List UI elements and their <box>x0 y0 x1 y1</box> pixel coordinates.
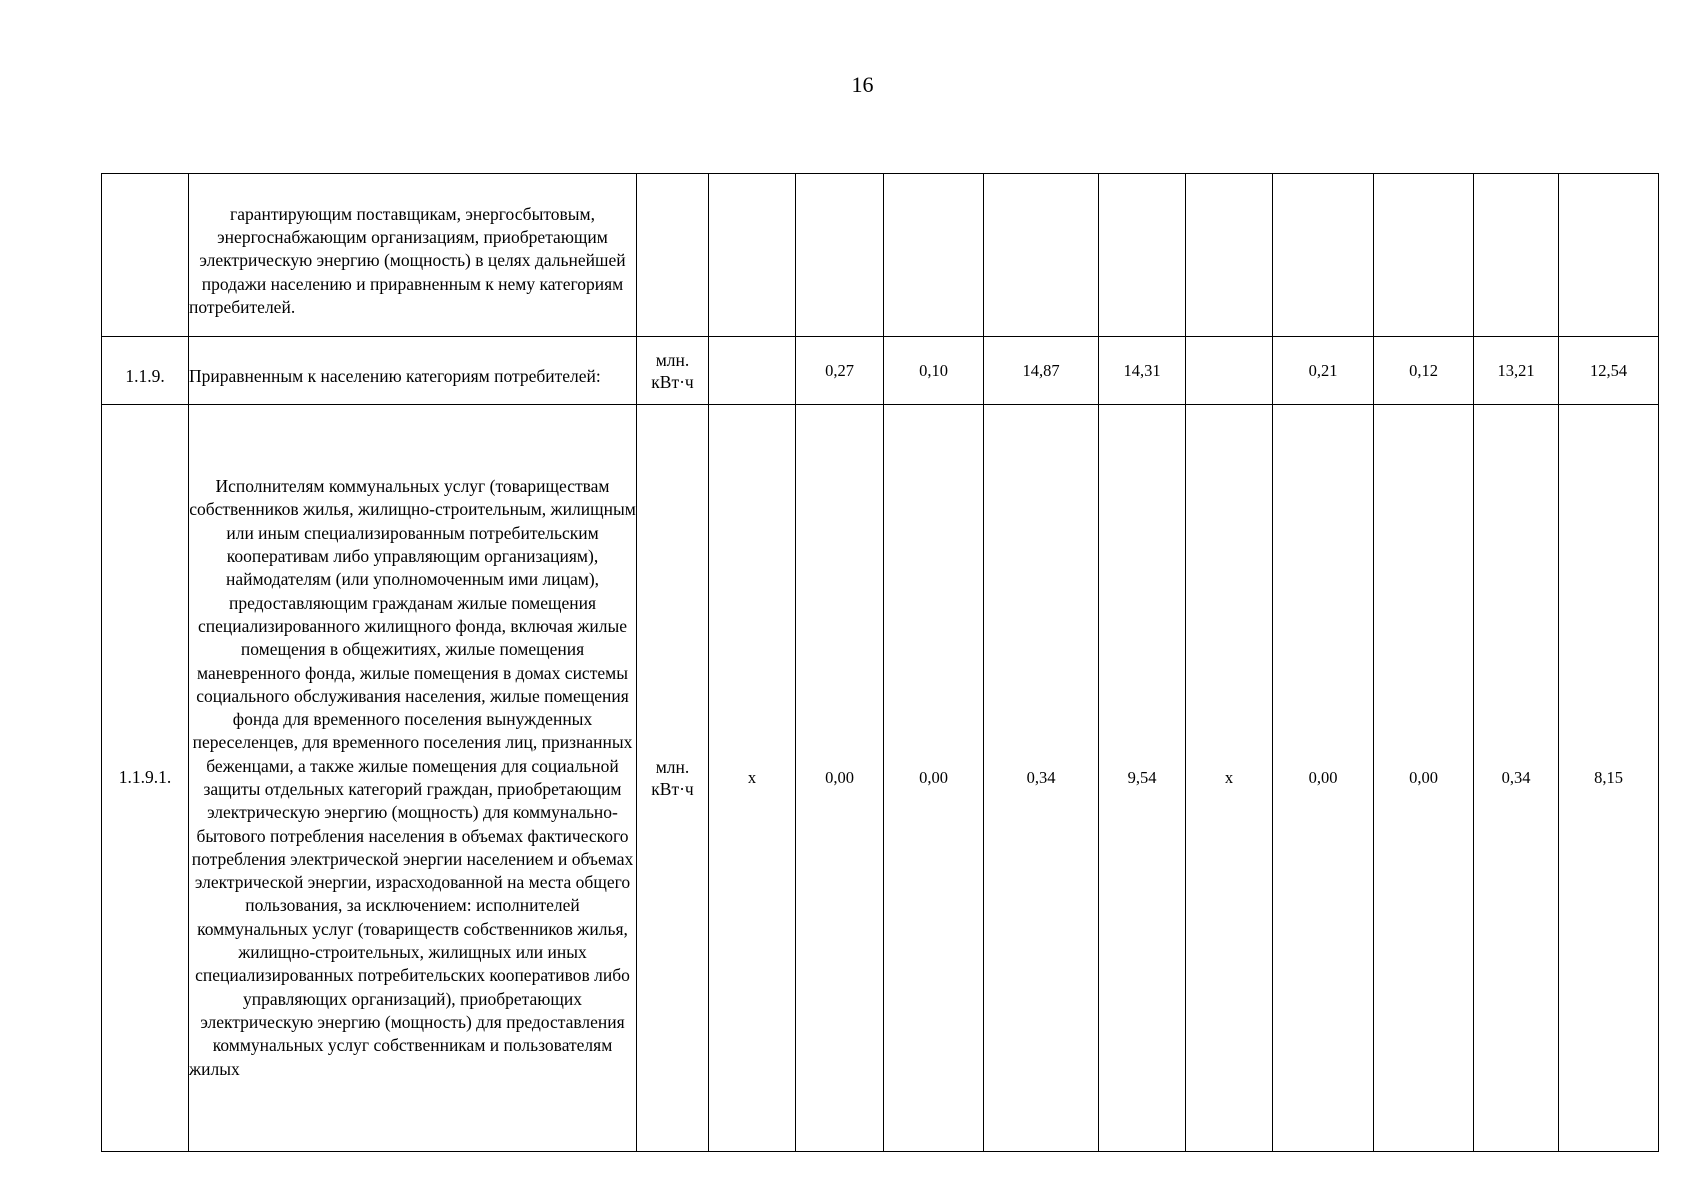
value-cell: 0,34 <box>1474 405 1559 1152</box>
row-number: 1.1.9.1. <box>102 405 189 1152</box>
row-unit <box>637 174 709 337</box>
value-cell <box>1099 174 1186 337</box>
value-cell: 0,00 <box>796 405 884 1152</box>
value-cell: 0,34 <box>984 405 1099 1152</box>
table-row <box>102 337 1659 405</box>
row-description: Приравненным к населению категориям потребителей: <box>189 337 637 405</box>
value-cell: 0,27 <box>796 337 884 405</box>
row-unit: млн. кВт·ч <box>637 405 709 1152</box>
value-cell <box>1559 174 1659 337</box>
value-cell: 0,12 <box>1374 337 1474 405</box>
row-number: 1.1.9. <box>102 337 189 405</box>
row-description: Исполнителям коммунальных услуг (товариществам собственников жилья, жилищно-строительным, жилищным или иным специализированным потребительским кооперативам либо управляющим организациям), наймодателям (или уполномоченным ими лицам), предоставляющим гражданам жилые помещения специализированного жилищного фонда, включая жилые помещения в общежитиях, жилые помещения маневренного фонда, жилые помещения в домах системы социального обслуживания населения, жилые помещения фонда для временного поселения вынужденных переселенцев, для временного поселения лиц, признанных беженцами, а также жилые помещения для социальной защиты отдельных категорий граждан, приобретающим электрическую энергию (мощность) для коммунально-бытового потребления населения в объемах фактического потребления электрической энергии населением и объемах электрической энергии, израсходованной на места общего пользования, за исключением: исполнителей коммунальных услуг (товариществ собственников жилья, жилищно-строительных, жилищных или иных специализированных потребительских кооперативов либо управляющих организаций), приобретающих электрическую энергию (мощность) для предоставления коммунальных услуг собственникам и пользователям жилых <box>189 405 637 1152</box>
value-cell <box>709 174 796 337</box>
value-cell: 0,00 <box>884 405 984 1152</box>
value-cell: 12,54 <box>1559 337 1659 405</box>
value-cell <box>984 174 1099 337</box>
page-number: 16 <box>851 72 874 97</box>
value-cell: 0,00 <box>1374 405 1474 1152</box>
value-cell: 9,54 <box>1099 405 1186 1152</box>
row-description: гарантирующим поставщикам, энергосбытовым, энергоснабжающим организациям, приобретающим электрическую энергию (мощность) в целях дальнейшей продажи населению и приравненным к нему категориям потребителей. <box>189 174 637 337</box>
value-cell: 0,10 <box>884 337 984 405</box>
value-cell: 14,31 <box>1099 337 1186 405</box>
value-cell: 0,21 <box>1273 337 1374 405</box>
row-unit: млн. кВт·ч <box>637 337 709 405</box>
value-cell: 14,87 <box>984 337 1099 405</box>
value-cell <box>1273 174 1374 337</box>
value-cell <box>1186 337 1273 405</box>
table-row <box>102 174 1659 337</box>
value-cell: 8,15 <box>1559 405 1659 1152</box>
table-row <box>102 405 1659 1152</box>
value-cell: 13,21 <box>1474 337 1559 405</box>
row-number <box>102 174 189 337</box>
data-table <box>101 173 1659 1152</box>
value-cell <box>1374 174 1474 337</box>
value-cell <box>709 337 796 405</box>
value-cell <box>1186 174 1273 337</box>
value-cell <box>884 174 984 337</box>
value-cell: x <box>709 405 796 1152</box>
value-cell: x <box>1186 405 1273 1152</box>
value-cell <box>1474 174 1559 337</box>
value-cell <box>796 174 884 337</box>
value-cell: 0,00 <box>1273 405 1374 1152</box>
